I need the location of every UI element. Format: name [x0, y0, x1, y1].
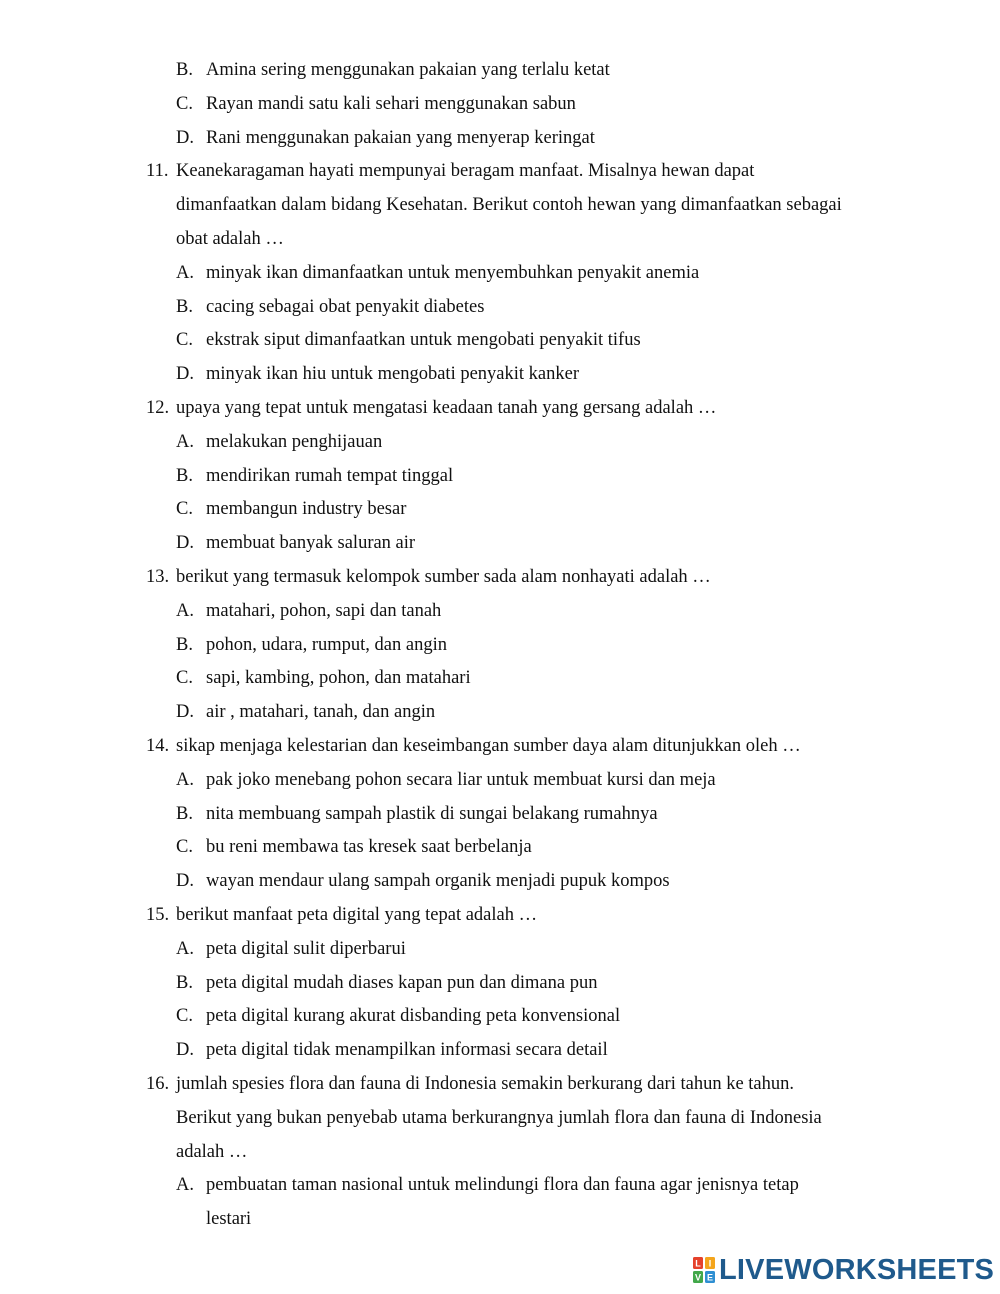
- option-letter: A.: [176, 431, 194, 452]
- option-letter: C.: [176, 499, 193, 520]
- option-text: Amina sering menggunakan pakaian yang terlalu ketat: [206, 60, 610, 80]
- option-letter: D.: [176, 533, 194, 554]
- option-letter: C.: [176, 1006, 193, 1027]
- question-number: 16.: [146, 1074, 170, 1094]
- option-letter: C.: [176, 330, 193, 351]
- liveworksheets-logo-icon: [693, 1257, 715, 1283]
- question-11.-text: Keanekaragaman hayati mempunyai beragam manfaat. Misalnya hewan dapat: [176, 161, 755, 182]
- question-16.-text: jumlah spesies flora dan fauna di Indonesia semakin berkurang dari tahun ke tahun.: [176, 1074, 795, 1094]
- question-16.-text: Berikut yang bukan penyebab utama berkurangnya jumlah flora dan fauna di Indonesia: [176, 1107, 822, 1128]
- option-text: ekstrak siput dimanfaatkan untuk mengobati penyakit tifus: [206, 330, 641, 351]
- option-letter: D.: [176, 127, 194, 148]
- option-text: minyak ikan hiu untuk mengobati penyakit kanker: [206, 364, 579, 385]
- option-text: membuat banyak saluran air: [206, 533, 416, 554]
- option-text: pembuatan taman nasional untuk melindungi flora dan fauna agar jenisnya tetap: [206, 1175, 799, 1196]
- option-text: wayan mendaur ulang sampah organik menjadi pupuk kompos: [206, 871, 670, 892]
- question-16.-text: adalah …: [176, 1141, 248, 1162]
- option-letter: A.: [176, 262, 194, 283]
- option-text: air , matahari, tanah, dan angin: [206, 702, 436, 723]
- option-text: minyak ikan dimanfaatkan untuk menyembuhkan penyakit anemia: [206, 262, 700, 283]
- option-letter: A.: [176, 769, 194, 790]
- question-14.-text: sikap menjaga kelestarian dan keseimbangan sumber daya alam ditunjukkan oleh …: [176, 736, 801, 756]
- option-letter: B.: [176, 465, 193, 486]
- option-letter: A.: [176, 938, 194, 959]
- option-text: peta digital mudah diases kapan pun dan dimana pun: [206, 972, 598, 993]
- option-text: pohon, udara, rumput, dan angin: [206, 634, 447, 655]
- question-13.-text: berikut yang termasuk kelompok sumber sada alam nonhayati adalah …: [176, 567, 711, 587]
- svg-text:V: V: [694, 1272, 702, 1283]
- option-text: pak joko menebang pohon secara liar untuk membuat kursi dan meja: [206, 769, 716, 790]
- option-letter: C.: [176, 668, 193, 689]
- question-number: 12.: [146, 398, 170, 418]
- option-letter: D.: [176, 871, 194, 892]
- option-text: Rani menggunakan pakaian yang menyerap keringat: [206, 127, 595, 148]
- question-11.-text: obat adalah …: [176, 229, 284, 249]
- option-letter: C.: [176, 93, 193, 114]
- option-text: lestari: [206, 1209, 252, 1230]
- svg-text:I: I: [708, 1258, 712, 1269]
- option-letter: B.: [176, 803, 193, 824]
- option-text: sapi, kambing, pohon, dan matahari: [206, 668, 471, 689]
- option-text: peta digital kurang akurat disbanding peta konvensional: [206, 1006, 621, 1027]
- option-letter: D.: [176, 364, 194, 385]
- option-letter: D.: [176, 1040, 194, 1061]
- option-text: melakukan penghijauan: [206, 431, 383, 452]
- option-text: membangun industry besar: [206, 499, 407, 520]
- question-number: 11.: [146, 161, 169, 182]
- option-letter: A.: [176, 600, 194, 621]
- liveworksheets-logo: [693, 1254, 994, 1286]
- svg-text:L: L: [695, 1258, 701, 1269]
- option-text: peta digital sulit diperbarui: [206, 938, 406, 959]
- option-letter: B.: [176, 972, 193, 993]
- question-number: 13.: [146, 567, 170, 587]
- option-letter: D.: [176, 702, 194, 723]
- option-letter: A.: [176, 1175, 194, 1196]
- question-number: 14.: [146, 736, 170, 756]
- option-text: Rayan mandi satu kali sehari menggunakan sabun: [206, 93, 576, 114]
- question-15.-text: berikut manfaat peta digital yang tepat adalah …: [176, 905, 538, 925]
- option-text: peta digital tidak menampilkan informasi secara detail: [206, 1040, 608, 1061]
- option-letter: B.: [176, 634, 193, 655]
- svg-text:E: E: [706, 1272, 714, 1283]
- option-text: cacing sebagai obat penyakit diabetes: [206, 296, 485, 317]
- option-text: matahari, pohon, sapi dan tanah: [206, 600, 442, 621]
- option-text: nita membuang sampah plastik di sungai belakang rumahnya: [206, 803, 658, 824]
- liveworksheets-wordmark: LIVEWORKSHEETS: [719, 1253, 995, 1286]
- option-text: bu reni membawa tas kresek saat berbelanja: [206, 837, 532, 858]
- option-letter: B.: [176, 296, 193, 317]
- option-letter: B.: [176, 60, 193, 80]
- option-letter: C.: [176, 837, 193, 858]
- question-11.-text: dimanfaatkan dalam bidang Kesehatan. Berikut contoh hewan yang dimanfaatkan sebagai: [176, 195, 842, 216]
- option-text: mendirikan rumah tempat tinggal: [206, 465, 454, 486]
- question-12.-text: upaya yang tepat untuk mengatasi keadaan tanah yang gersang adalah …: [176, 398, 717, 418]
- question-number: 15.: [146, 905, 170, 925]
